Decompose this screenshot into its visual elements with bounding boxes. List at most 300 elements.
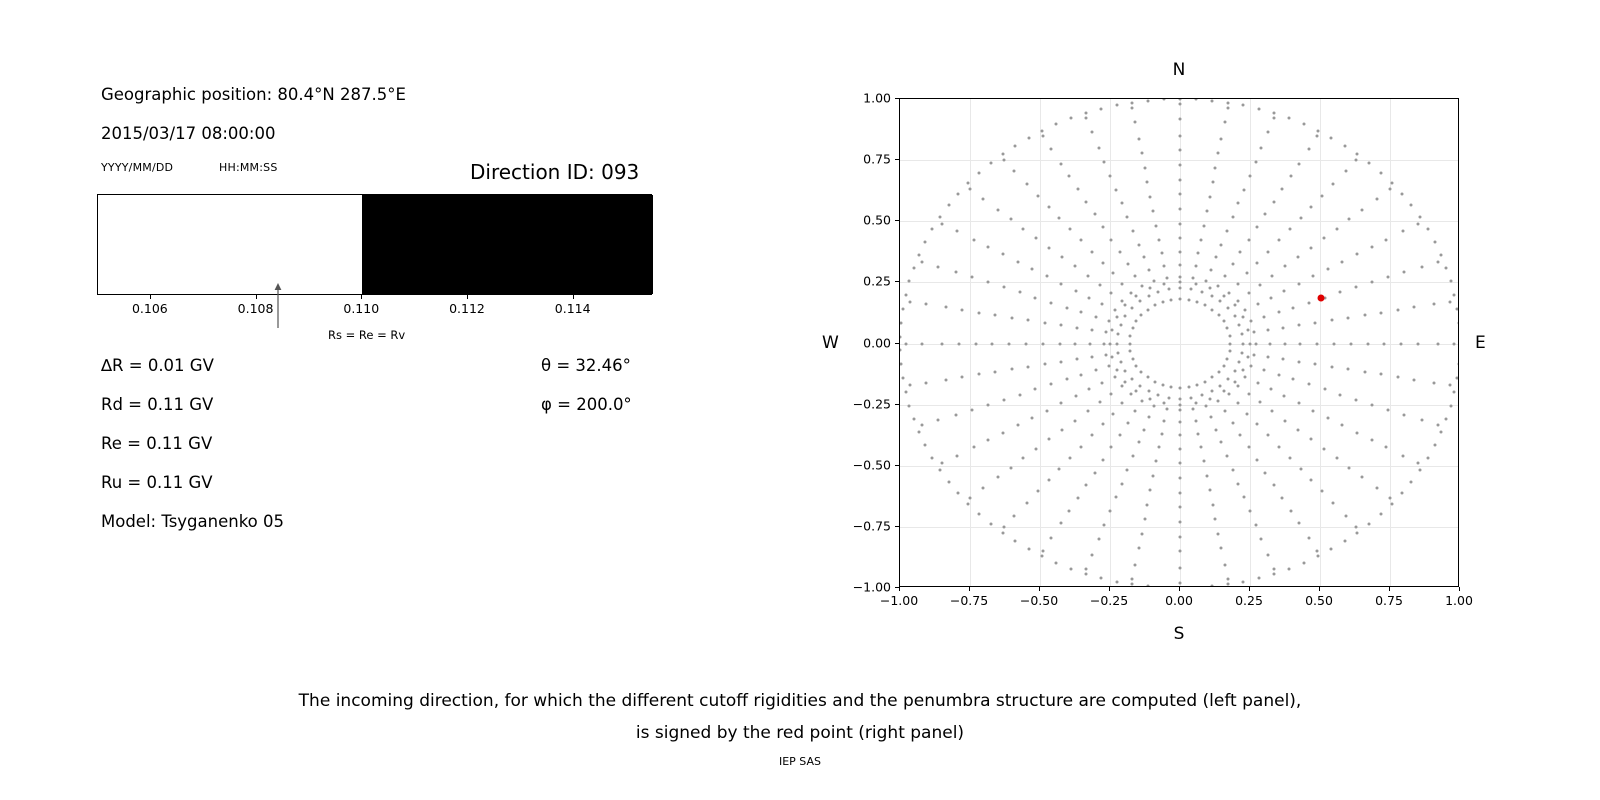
sky-direction-dot: [1413, 306, 1416, 309]
sky-direction-dot: [1241, 332, 1244, 335]
sky-direction-dot: [1146, 308, 1149, 311]
sky-direction-dot: [1209, 397, 1212, 400]
sky-direction-dot: [1104, 353, 1107, 356]
sky-direction-dot: [1204, 380, 1207, 383]
sky-direction-dot: [1194, 419, 1197, 422]
sky-direction-dot: [1333, 342, 1336, 345]
sky-direction-dot: [1131, 101, 1134, 104]
sky-direction-dot: [1194, 586, 1197, 587]
sky-direction-dot: [1008, 342, 1011, 345]
sky-direction-dot: [1284, 265, 1287, 268]
sky-direction-dot: [1341, 424, 1344, 427]
sky-direction-dot: [1138, 384, 1141, 387]
sky-direction-dot: [1238, 361, 1241, 364]
sky-direction-dot: [1179, 208, 1182, 211]
sky-direction-dot: [1058, 342, 1061, 345]
sky-direction-dot: [1458, 349, 1459, 352]
sky-direction-dot: [1148, 287, 1151, 290]
sky-y-tick: [895, 159, 899, 160]
sky-direction-dot: [1282, 326, 1285, 329]
sky-direction-dot: [1090, 250, 1093, 253]
sky-direction-dot: [1179, 281, 1182, 284]
sky-direction-dot: [1135, 364, 1138, 367]
sky-direction-dot: [1197, 252, 1200, 255]
sky-direction-dot: [1380, 373, 1383, 376]
sky-direction-dot: [1131, 327, 1134, 330]
sky-direction-dot: [1179, 98, 1182, 101]
sky-direction-dot: [1269, 296, 1272, 299]
sky-direction-dot: [1284, 342, 1287, 345]
sky-direction-dot: [977, 311, 980, 314]
sky-direction-dot: [1179, 397, 1182, 400]
sky-direction-dot: [1297, 402, 1300, 405]
sky-direction-dot: [1140, 532, 1143, 535]
sky-direction-dot: [904, 293, 907, 296]
sky-y-tick: [895, 587, 899, 588]
sky-direction-dot: [1211, 376, 1214, 379]
sky-direction-dot: [1426, 228, 1429, 231]
sky-x-tick: [1319, 587, 1320, 591]
param-delta-r: ∆R = 0.01 GV: [101, 356, 214, 375]
param-model: Model: Tsyganenko 05: [101, 512, 285, 531]
sky-direction-dot: [1316, 550, 1319, 553]
sky-direction-dot: [1299, 342, 1302, 345]
sky-direction-dot: [1179, 149, 1182, 152]
sky-direction-dot: [1312, 275, 1315, 278]
sky-direction-dot: [1073, 419, 1076, 422]
sky-direction-dot: [1055, 123, 1058, 126]
sky-direction-dot: [1084, 112, 1087, 115]
sky-direction-dot: [967, 502, 970, 505]
sky-direction-dot: [1242, 104, 1245, 107]
sky-direction-dot: [936, 265, 939, 268]
sky-direction-dot: [1321, 194, 1324, 197]
sky-direction-dot: [1147, 390, 1150, 393]
sky-direction-dot: [1085, 117, 1088, 120]
sky-direction-dot: [1316, 134, 1319, 137]
sky-direction-dot: [1194, 282, 1197, 285]
sky-direction-dot: [1025, 342, 1028, 345]
sky-direction-dot: [1267, 131, 1270, 134]
sky-direction-dot: [1343, 144, 1346, 147]
sky-direction-dot: [1289, 175, 1292, 178]
sky-direction-dot: [1131, 578, 1134, 581]
sky-direction-dot: [1041, 555, 1044, 558]
sky-direction-dot: [908, 280, 911, 283]
sky-direction-dot: [1115, 104, 1118, 107]
sky-direction-dot: [1233, 370, 1236, 373]
sky-direction-dot: [1214, 166, 1217, 169]
sky-direction-dot: [1302, 123, 1305, 126]
sky-direction-dot: [1272, 484, 1275, 487]
sky-direction-dot: [1120, 202, 1123, 205]
sky-direction-dot: [1256, 261, 1259, 264]
sky-direction-dot: [1026, 183, 1029, 186]
sky-direction-dot: [1368, 162, 1371, 165]
sky-direction-dot: [1297, 282, 1300, 285]
sky-direction-dot: [1009, 218, 1012, 221]
direction-id-label: Direction ID: 093: [470, 160, 640, 184]
sky-direction-dot: [1088, 296, 1091, 299]
sky-direction-dot: [1089, 342, 1092, 345]
sky-direction-dot: [1101, 303, 1104, 306]
sky-direction-dot: [1179, 506, 1182, 509]
sky-direction-dot: [1322, 237, 1325, 240]
sky-direction-dot: [1050, 301, 1053, 304]
sky-direction-dot: [1152, 474, 1155, 477]
sky-y-tick: [895, 404, 899, 405]
sky-direction-dot: [1045, 275, 1048, 278]
sky-gridline-horizontal: [900, 344, 1458, 345]
sky-direction-dot: [1236, 384, 1239, 387]
sky-direction-dot: [1445, 418, 1448, 421]
sky-direction-dot: [1010, 316, 1013, 319]
sky-direction-dot: [1243, 188, 1246, 191]
sky-direction-dot: [1229, 342, 1232, 345]
sky-direction-dot: [1031, 267, 1034, 270]
sky-direction-dot: [1179, 582, 1182, 585]
sky-direction-dot: [1075, 358, 1078, 361]
sky-direction-dot: [1379, 512, 1382, 515]
sky-direction-dot: [1102, 226, 1105, 229]
sky-direction-dot: [1439, 253, 1442, 256]
penumbra-x-tick: [361, 295, 362, 299]
sky-direction-dot: [1119, 323, 1122, 326]
sky-gridline-vertical: [1180, 99, 1181, 586]
sky-x-tick-label: 0.50: [1305, 593, 1333, 608]
sky-direction-dot: [1016, 424, 1019, 427]
sky-direction-dot: [1363, 370, 1366, 373]
sky-direction-dot: [1208, 195, 1211, 198]
sky-direction-dot: [1090, 328, 1093, 331]
sky-direction-dot: [1256, 226, 1259, 229]
sky-direction-dot: [1179, 420, 1182, 423]
sky-direction-dot: [1271, 274, 1274, 277]
sky-direction-dot: [1335, 227, 1338, 230]
sky-direction-dot: [1002, 158, 1005, 161]
sky-direction-dot: [1227, 307, 1230, 310]
sky-direction-dot: [1246, 272, 1249, 275]
sky-direction-dot: [900, 321, 903, 324]
sky-direction-dot: [1146, 181, 1149, 184]
sky-direction-dot: [1031, 417, 1034, 420]
sky-direction-dot: [1247, 328, 1250, 331]
sky-direction-dot: [1402, 413, 1405, 416]
sky-direction-dot: [1098, 401, 1101, 404]
sky-x-tick-label: −1.00: [879, 593, 919, 608]
sky-direction-dot: [1199, 238, 1202, 241]
penumbra-x-tick-label: 0.114: [554, 301, 591, 316]
sky-direction-dot: [1253, 353, 1256, 356]
sky-direction-dot: [1014, 540, 1017, 543]
sky-direction-dot: [1256, 458, 1259, 461]
sky-direction-dot: [1153, 280, 1156, 283]
sky-direction-dot: [1298, 162, 1301, 165]
sky-direction-dot: [1449, 280, 1452, 283]
sky-direction-dot: [1153, 404, 1156, 407]
sky-direction-dot: [1302, 561, 1305, 564]
sky-direction-dot: [1149, 489, 1152, 492]
sky-direction-dot: [1120, 482, 1123, 485]
sky-y-tick-label: 0.25: [863, 273, 891, 289]
sky-direction-dot: [1152, 210, 1155, 213]
sky-direction-dot: [1344, 170, 1347, 173]
sky-y-tick: [895, 220, 899, 221]
sky-direction-dot: [1246, 412, 1249, 415]
sky-direction-dot: [1018, 393, 1021, 396]
sky-direction-dot: [1242, 315, 1245, 318]
sky-direction-dot: [1013, 514, 1016, 517]
sky-direction-dot: [1098, 283, 1101, 286]
sky-direction-dot: [1292, 378, 1295, 381]
sky-direction-dot: [1155, 224, 1158, 227]
sky-direction-dot: [1100, 577, 1103, 580]
sky-direction-dot: [1239, 251, 1242, 254]
sky-direction-dot: [1163, 419, 1166, 422]
sky-direction-dot: [1147, 585, 1150, 587]
sky-direction-dot: [1060, 162, 1063, 165]
sky-direction-dot: [1330, 136, 1333, 139]
sky-direction-dot: [1390, 502, 1393, 505]
compass-north-label: N: [1172, 60, 1186, 80]
penumbra-x-tick: [573, 295, 574, 299]
sky-direction-dot: [1457, 363, 1459, 366]
sky-direction-dot: [1070, 117, 1073, 120]
sky-direction-dot: [1107, 319, 1110, 322]
sky-direction-dot: [1103, 524, 1106, 527]
sky-direction-dot: [1027, 136, 1030, 139]
sky-direction-dot: [1163, 98, 1166, 101]
sky-direction-dot: [1110, 238, 1113, 241]
sky-direction-dot: [1158, 446, 1161, 449]
sky-direction-dot: [1045, 409, 1048, 412]
sky-direction-dot: [1204, 304, 1207, 307]
sky-direction-dot: [908, 404, 911, 407]
sky-x-tick: [899, 587, 900, 591]
sky-direction-dot: [1140, 370, 1143, 373]
sky-direction-dot: [912, 418, 915, 421]
sky-direction-dot: [1187, 299, 1190, 302]
sky-direction-dot: [1110, 292, 1113, 295]
sky-direction-dot: [1194, 402, 1197, 405]
sky-direction-dot: [1355, 526, 1358, 529]
sky-x-tick-label: 1.00: [1445, 593, 1473, 608]
sky-direction-dot: [1141, 285, 1144, 288]
sky-direction-dot: [1165, 407, 1168, 410]
sky-direction-dot: [1035, 237, 1038, 240]
sky-direction-dot: [1060, 324, 1063, 327]
sky-direction-dot: [1093, 471, 1096, 474]
sky-direction-dot: [1253, 331, 1256, 334]
sky-direction-dot: [1386, 276, 1389, 279]
sky-direction-dot: [1242, 342, 1245, 345]
sky-direction-dot: [1110, 392, 1113, 395]
sky-direction-dot: [1237, 482, 1240, 485]
sky-direction-dot: [1385, 446, 1388, 449]
sky-direction-dot: [1277, 311, 1280, 314]
sky-direction-dot: [1402, 454, 1405, 457]
sky-direction-dot: [1109, 174, 1112, 177]
sky-direction-dot: [1065, 306, 1068, 309]
sky-direction-dot: [1002, 286, 1005, 289]
sky-direction-dot: [1457, 321, 1459, 324]
sky-direction-dot: [1022, 227, 1025, 230]
sky-direction-dot: [1041, 129, 1044, 132]
sky-direction-dot: [939, 468, 942, 471]
sky-direction-dot: [939, 216, 942, 219]
sky-direction-dot: [1226, 101, 1229, 104]
sky-direction-dot: [1134, 564, 1137, 567]
sky-direction-dot: [1418, 468, 1421, 471]
sky-direction-dot: [981, 487, 984, 490]
sky-x-tick-label: 0.75: [1375, 593, 1403, 608]
sky-direction-dot: [978, 512, 981, 515]
sky-y-tick-label: −0.50: [852, 457, 891, 473]
sky-x-tick: [1249, 587, 1250, 591]
left-panel: [0, 0, 760, 640]
sky-direction-dot: [1321, 490, 1324, 493]
sky-direction-dot: [1402, 230, 1405, 233]
sky-direction-dot: [1001, 531, 1004, 534]
sky-direction-dot: [1076, 187, 1079, 190]
sky-direction-dot: [1231, 216, 1234, 219]
sky-direction-dot: [1055, 561, 1058, 564]
sky-direction-dot: [1209, 416, 1212, 419]
sky-direction-dot: [1001, 153, 1004, 156]
sky-direction-dot: [1243, 496, 1246, 499]
sky-direction-dot: [1034, 388, 1037, 391]
sky-direction-dot: [1231, 421, 1234, 424]
sky-direction-dot: [1432, 381, 1435, 384]
sky-direction-dot: [1189, 288, 1192, 291]
sky-x-tick: [1179, 587, 1180, 591]
sky-direction-dot: [1043, 363, 1046, 366]
sky-direction-dot: [1147, 294, 1150, 297]
sky-x-tick: [1109, 587, 1110, 591]
penumbra-band: [362, 195, 653, 294]
sky-direction-dot: [1355, 398, 1358, 401]
sky-direction-dot: [1205, 210, 1208, 213]
sky-direction-dot: [1264, 213, 1267, 216]
sky-direction-dot: [1225, 229, 1228, 232]
sky-direction-dot: [994, 370, 997, 373]
sky-direction-dot: [1281, 187, 1284, 190]
sky-direction-dot: [1227, 377, 1230, 380]
sky-direction-dot: [1179, 447, 1182, 450]
sky-y-tick-label: −0.75: [852, 518, 891, 534]
sky-direction-dot: [1194, 265, 1197, 268]
sky-direction-dot: [1061, 256, 1064, 259]
sky-direction-dot: [1267, 328, 1270, 331]
sky-direction-dot: [1140, 152, 1143, 155]
sky-direction-dot: [1143, 256, 1146, 259]
sky-direction-dot: [904, 391, 907, 394]
sky-direction-dot: [1267, 250, 1270, 253]
sky-direction-dot: [921, 424, 924, 427]
sky-direction-dot: [1379, 172, 1382, 175]
sky-direction-dot: [1330, 365, 1333, 368]
sky-direction-dot: [1060, 360, 1063, 363]
sky-direction-dot: [1257, 577, 1260, 580]
sky-direction-dot: [1356, 153, 1359, 156]
sky-direction-dot: [1226, 583, 1229, 586]
sky-direction-dot: [1410, 204, 1413, 207]
sky-direction-dot: [1161, 383, 1164, 386]
sky-direction-dot: [1231, 263, 1234, 266]
sky-direction-dot: [1269, 388, 1272, 391]
sky-direction-dot: [1314, 321, 1317, 324]
sky-direction-dot: [1114, 188, 1117, 191]
sky-direction-dot: [967, 182, 970, 185]
sky-direction-dot: [1137, 441, 1140, 444]
sky-direction-dot: [1330, 319, 1333, 322]
sky-direction-dot: [1322, 447, 1325, 450]
sky-direction-dot: [1263, 315, 1266, 318]
sky-direction-dot: [1449, 384, 1452, 387]
sky-direction-dot: [1331, 183, 1334, 186]
sky-direction-dot: [1131, 357, 1134, 360]
sky-direction-dot: [1103, 342, 1106, 345]
sky-direction-dot: [1090, 356, 1093, 359]
sky-direction-dot: [1050, 147, 1053, 150]
sky-direction-dot: [1250, 365, 1253, 368]
sky-direction-dot: [1236, 282, 1239, 285]
sky-direction-dot: [1061, 428, 1064, 431]
sky-direction-dot: [1094, 369, 1097, 372]
sky-direction-dot: [1216, 285, 1219, 288]
sky-direction-dot: [1163, 402, 1166, 405]
sky-direction-dot: [1220, 547, 1223, 550]
sky-direction-dot: [1268, 342, 1271, 345]
sky-direction-dot: [1148, 268, 1151, 271]
sky-direction-dot: [1292, 306, 1295, 309]
sky-direction-dot: [1355, 158, 1358, 161]
sky-direction-dot: [1247, 392, 1250, 395]
sky-direction-dot: [1115, 315, 1118, 318]
sky-direction-dot: [1131, 583, 1134, 586]
sky-direction-dot: [1239, 433, 1242, 436]
sky-direction-dot: [1179, 134, 1182, 137]
compass-south-label: S: [1173, 624, 1185, 644]
sky-direction-dot: [1413, 378, 1416, 381]
param-phi: φ = 200.0°: [541, 395, 632, 414]
sky-direction-dot: [1002, 526, 1005, 529]
sky-direction-dot: [1204, 280, 1207, 283]
sky-direction-dot: [1242, 369, 1245, 372]
sky-direction-dot: [1247, 446, 1250, 449]
sky-direction-dot: [1179, 476, 1182, 479]
sky-direction-dot: [901, 377, 904, 380]
sky-direction-dot: [1256, 381, 1259, 384]
sky-direction-dot: [1094, 315, 1097, 318]
sky-direction-dot: [1080, 311, 1083, 314]
sky-direction-dot: [944, 378, 947, 381]
sky-direction-dot: [1179, 250, 1182, 253]
sky-direction-dot: [1233, 304, 1236, 307]
sky-direction-dot: [1115, 369, 1118, 372]
penumbra-x-tick-label: 0.108: [237, 301, 274, 316]
sky-direction-dot: [1058, 217, 1061, 220]
sky-direction-dot: [1048, 246, 1051, 249]
sky-direction-dot: [955, 454, 958, 457]
sky-direction-dot: [977, 373, 980, 376]
sky-direction-dot: [912, 266, 915, 269]
sky-direction-dot: [1202, 224, 1205, 227]
sky-direction-dot: [1370, 439, 1373, 442]
sky-direction-dot: [1026, 501, 1029, 504]
sky-direction-dot: [1168, 288, 1171, 291]
sky-direction-dot: [1111, 272, 1114, 275]
